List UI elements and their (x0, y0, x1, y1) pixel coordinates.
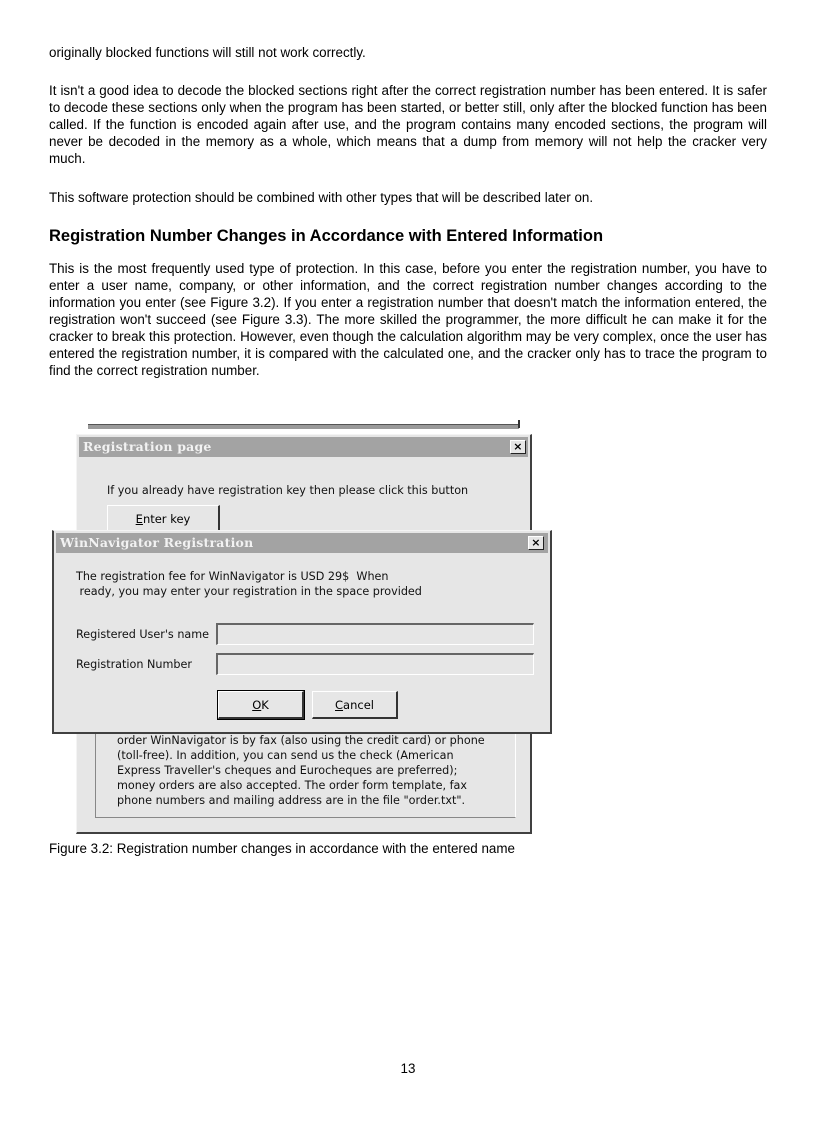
page-number: 13 (400, 1061, 416, 1076)
close-icon[interactable]: × (528, 536, 544, 550)
cancel-mnemonic: C (335, 697, 344, 712)
registration-instruction: If you already have registration key then please click this button (107, 484, 469, 497)
winnavigator-registration-dialog (52, 530, 552, 734)
paragraph-4: This is the most frequently used type of protection. In this case, before you enter the registration number, you have to enter a user name, company, or other information, and the correct registration number changes according to the information you enter (see Figure 3.2). If you enter a registration number that doesn't match the information entered, the registration won't succeed (see Figure 3.3). The more skilled the programmer, the more difficult he can make it for the cracker to break this protection. However, even though the calculation algorithm may be very complex, once the user has entered the registration number, it is compared with the calculated one, and the cracker only has to trace the program to find the correct registration number. (49, 261, 767, 378)
registration-fee-line-2: ready, you may enter your registration in the space provided (76, 585, 422, 598)
background-window-corner (518, 420, 520, 428)
order-line-5: phone numbers and mailing address are in the file "order.txt". (117, 794, 466, 807)
ok-mnemonic: O (252, 697, 262, 712)
section-heading: Registration Number Changes in Accordance with Entered Information (49, 227, 604, 245)
paragraph-1: originally blocked functions will still not work correctly. (49, 45, 366, 60)
paragraph-3: This software protection should be combined with other types that will be described later on. (49, 190, 594, 205)
registration-number-label: Registration Number (76, 658, 192, 671)
figure-3-2 (52, 424, 552, 836)
order-line-2: (toll-free). In addition, you can send us the check (American (117, 749, 454, 762)
figure-caption: Figure 3.2: Registration number changes in accordance with the entered name (49, 841, 515, 856)
winnavigator-title: WinNavigator Registration (60, 535, 254, 550)
ok-button[interactable] (218, 691, 304, 719)
winnavigator-titlebar (56, 533, 548, 553)
enter-key-label: nter key (142, 511, 191, 526)
cancel-label: ancel (343, 697, 374, 712)
order-line-3: Express Traveller's cheques and Eurocheques are preferred); (117, 764, 458, 777)
registration-page-title: Registration page (83, 439, 212, 454)
ok-label: K (261, 697, 269, 712)
user-name-label: Registered User's name (76, 628, 210, 641)
registration-fee-line-1: The registration fee for WinNavigator is USD 29$ When (76, 570, 389, 583)
cancel-button[interactable] (312, 691, 398, 719)
background-window-edge (88, 424, 519, 429)
enter-key-button[interactable] (107, 505, 220, 533)
order-line-1: order WinNavigator is by fax (also using the credit card) or phone (117, 734, 485, 747)
enter-key-mnemonic: E (135, 511, 143, 526)
user-name-field[interactable] (216, 623, 534, 645)
close-icon[interactable]: × (510, 440, 526, 454)
paragraph-2: It isn't a good idea to decode the blocked sections right after the correct registration number has been entered. It is safer to decode these sections only when the program has been started, or better still, only after the blocked function has been called. If the function is encoded again after use, and the program contains many encoded sections, the program will never be decoded in the memory as a whole, which means that a dump from memory will not help the cracker very much. (49, 83, 767, 166)
order-line-4: money orders are also accepted. The order form template, fax (117, 779, 467, 792)
registration-page-titlebar (79, 437, 528, 457)
registration-number-field[interactable] (216, 653, 534, 675)
